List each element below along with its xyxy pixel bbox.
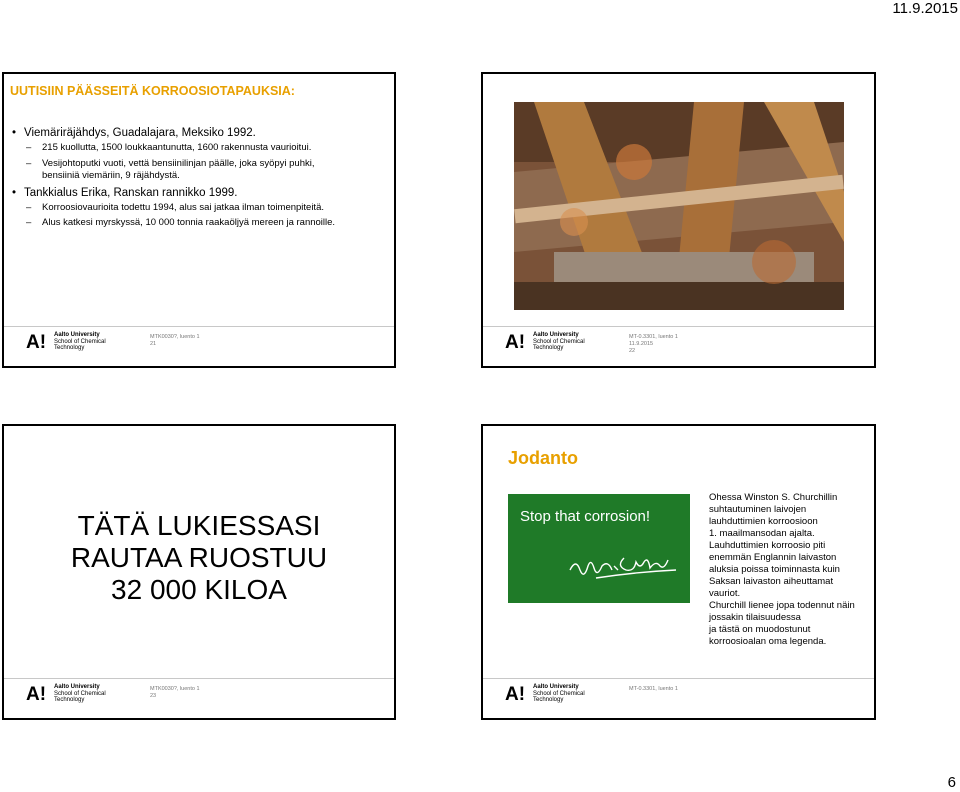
caption-text: Ohessa Winston S. Churchillin suhtautuminen laivojen lauhduttimien korroosioon 1. maailmansodan ajalta. Lauhduttimien korroosio piti enemmän Englannin laivaston aluksia poissa toiminnasta kuin Saksan laivaston aiheuttamat vauriot. Churchill lienee jopa todennut näin jossakin tilaisuudessa ja tästä on muodostunut korroosioalan oma legenda. xyxy=(709,492,855,647)
bullet-list xyxy=(10,126,340,233)
slide-22 xyxy=(481,72,876,368)
bullet-item: • Viemäriräjähdys, Guadalajara, Meksiko 1992. xyxy=(10,126,340,140)
slide-21 xyxy=(2,72,396,368)
bullet-item: • Tankkialus Erika, Ranskan rannikko 1999. xyxy=(10,186,340,200)
slide-23 xyxy=(2,424,396,720)
page-date: 11.9.2015 xyxy=(892,0,958,17)
aalto-logo: A! xyxy=(26,332,47,353)
university-name: Aalto University School of Chemical Technology xyxy=(533,684,585,703)
sub-bullet-item: – Alus katkesi myrskyssä, 10 000 tonnia raakaöljyä mereen ja rannoille. xyxy=(10,217,340,230)
page-number: 6 xyxy=(947,774,956,791)
sub-bullet-item: – 215 kuollutta, 1500 loukkaantunutta, 1600 rakennusta vaurioitui. xyxy=(10,142,340,155)
corrosion-photo xyxy=(514,102,844,310)
university-name: Aalto University School of Chemical Technology xyxy=(54,684,106,703)
aalto-logo: A! xyxy=(505,332,526,353)
sub-bullet-item: – Korroosiovaurioita todettu 1994, alus sai jatkaa ilman toimenpiteitä. xyxy=(10,202,340,215)
slide-title: Jodanto xyxy=(508,448,578,468)
university-name: Aalto University School of Chemical Technology xyxy=(54,332,106,351)
university-name: Aalto University School of Chemical Technology xyxy=(533,332,585,351)
aalto-logo: A! xyxy=(26,684,47,705)
slide-footer xyxy=(483,332,874,354)
slide-title: UUTISIIN PÄÄSSEITÄ KORROOSIOTAPAUKSIA: xyxy=(10,84,295,98)
poster-text: Stop that corrosion! xyxy=(520,508,651,525)
signature xyxy=(566,544,686,584)
headline: TÄTÄ LUKIESSASI RAUTAA RUOSTUU 32 000 KILOA xyxy=(70,510,328,605)
course-code: MT-0.3301, luento 1 11.9.2015 22 xyxy=(629,334,678,354)
course-code: MTK0030?, luento 1 23 xyxy=(150,686,200,699)
slide-footer xyxy=(483,684,874,706)
slide-footer xyxy=(4,332,394,354)
sub-bullet-item: – Vesijohtoputki vuoti, vettä bensiinilinjan päälle, joka syöpyi puhki, bensiiniä viemäriin, 9 räjähdystä. xyxy=(10,158,340,183)
churchill-poster xyxy=(508,494,690,603)
course-code: MTK0030?, luento 1 21 xyxy=(150,334,200,347)
course-code: MT-0.3301, luento 1 xyxy=(629,686,678,692)
slide-24 xyxy=(481,424,876,720)
slide-footer xyxy=(4,684,394,706)
aalto-logo: A! xyxy=(505,684,526,705)
